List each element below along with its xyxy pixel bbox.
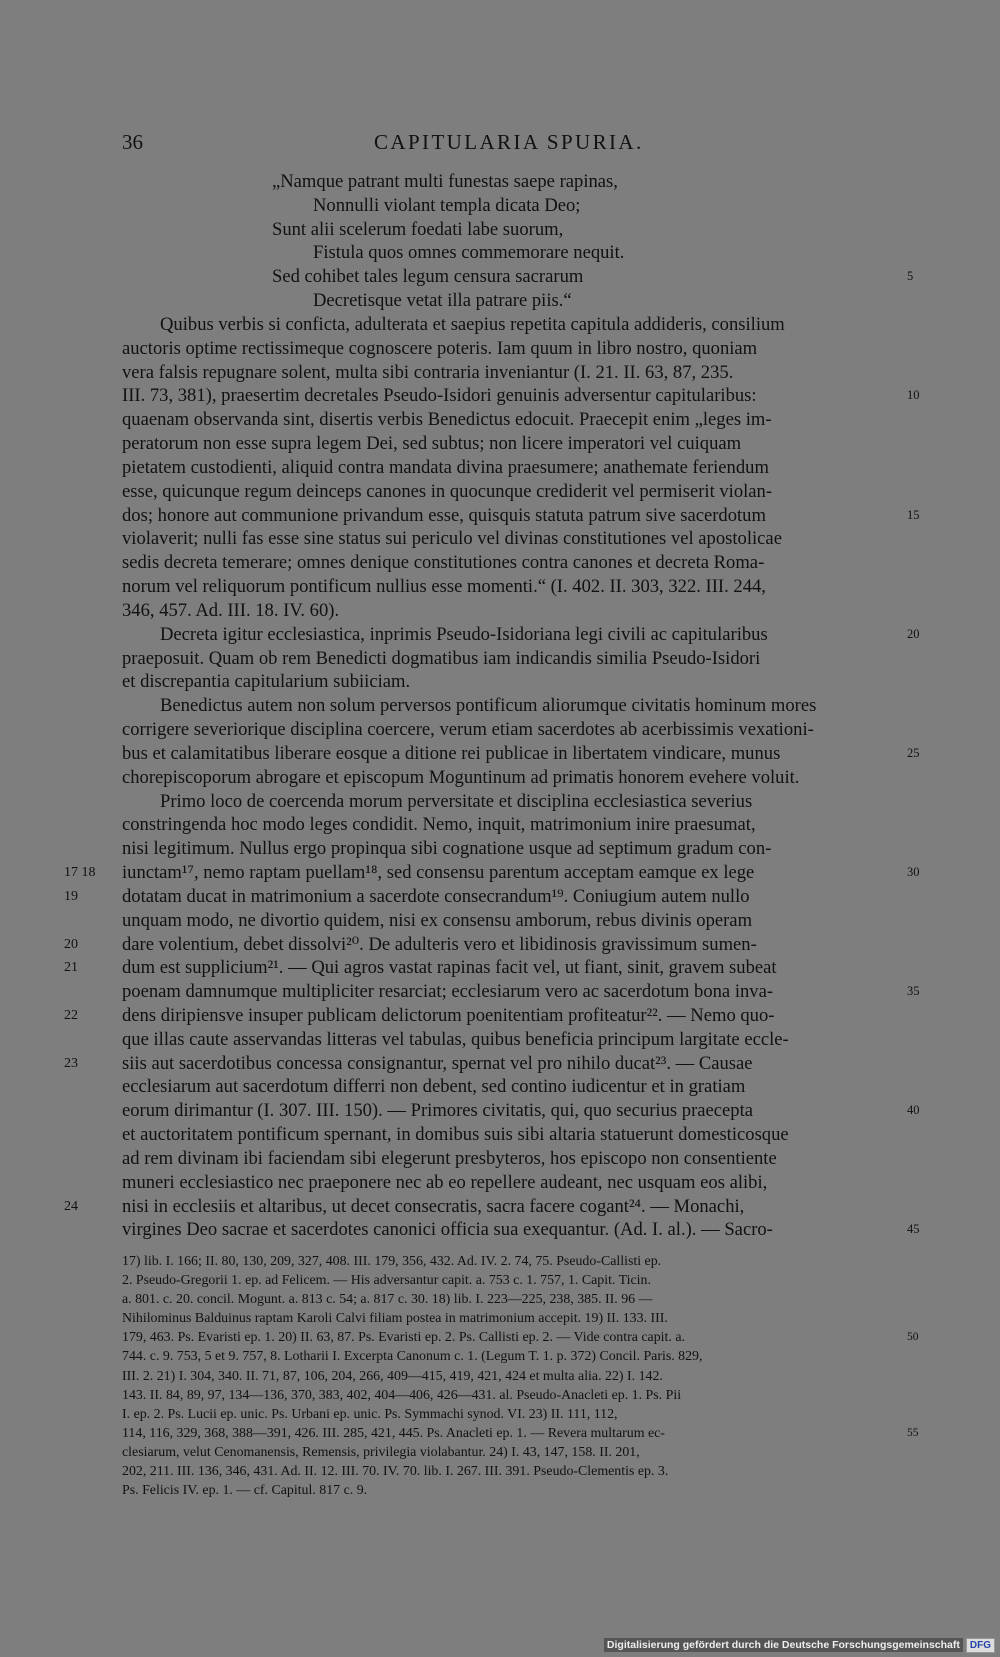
text-line [122, 837, 912, 861]
text-line [122, 1171, 912, 1195]
line-text: pietatem custodienti, aliquid contra mandata divina praesumere; anathemate feriendum [122, 456, 769, 478]
text-line [122, 909, 912, 933]
text-line [122, 265, 912, 289]
line-text: 114, 116, 329, 368, 388—391, 426. III. 285, 421, 445. Ps. Anacleti ep. 1. — Revera multarum ec- [122, 1425, 665, 1441]
line-text: a. 801. c. 20. concil. Mogunt. a. 813 c. 54; a. 817 c. 30. 18) lib. I. 223—225, 238, 385. II. 96 — [122, 1292, 653, 1308]
footnote-line [122, 1252, 912, 1271]
line-text: Fistula quos omnes commemorare nequit. [313, 242, 625, 264]
text-line [122, 289, 912, 313]
text-line [122, 1123, 912, 1147]
footnote-line [122, 1386, 912, 1405]
text-line [122, 170, 912, 194]
text-line [122, 432, 912, 456]
line-text: poenam damnumque multipliciter resarciat; ecclesiarum vero ac sacerdotum bona inva- [122, 981, 774, 1003]
line-text: Sed cohibet tales legum censura sacrarum [272, 266, 584, 288]
footnote-line [122, 1347, 912, 1366]
text-line [122, 790, 912, 814]
text-line [122, 241, 912, 265]
text-line [122, 647, 912, 671]
line-text: Decreta igitur ecclesiastica, inprimis Pseudo-Isidoriana legi civili ac capitularibus [160, 623, 768, 645]
line-text: esse, quicunque regum deinceps canones in quocunque crediderit vel permiserit violan- [122, 480, 773, 502]
line-text: III. 2. 21) I. 304, 340. II. 71, 87, 106, 204, 266, 409—415, 419, 421, 424 et multa alia. 22) I. 142. [122, 1368, 663, 1384]
line-text: dum est supplicium²¹. — Qui agros vastat rapinas facit vel, ut fiant, sinit, gravem subeat [122, 957, 777, 979]
left-margin-note: 17 18 [64, 865, 96, 881]
funding-notice: Digitalisierung gefördert durch die Deutsche Forschungsgemeinschaft [604, 1638, 963, 1652]
line-number: 5 [907, 269, 914, 284]
line-text: ecclesiarum aut sacerdotum differri non debent, sed contino iudicentur et in gratiam [122, 1076, 746, 1098]
line-number: 20 [907, 626, 920, 641]
footnote-line [122, 1309, 912, 1328]
running-header [122, 130, 922, 156]
main-text [64, 170, 920, 1242]
line-text: eorum dirimantur (I. 307. III. 150). — Primores civitatis, qui, quo securius praecepta [122, 1100, 753, 1122]
line-text: praeposuit. Quam ob rem Benedicti dogmatibus iam indicandis similia Pseudo-Isidori [122, 647, 761, 669]
text-line [122, 742, 920, 766]
text-line [122, 1147, 912, 1171]
text-line [122, 337, 912, 361]
text-line [122, 766, 912, 790]
text-line [122, 480, 912, 504]
dfg-logo-icon: DFG [966, 1638, 995, 1653]
text-line [122, 694, 912, 718]
line-text: III. 73, 381), praesertim decretales Pseudo-Isidori genuinis adversentur capitularibus: [122, 385, 757, 407]
text-line [64, 1052, 912, 1076]
line-text: muneri ecclesiastico nec praeponere nec ab eo repellere audeant, nec usquam eos alibi, [122, 1171, 768, 1193]
line-text: chorepiscoporum abrogare et episcopum Moguntinum ad primatis honorem evehere voluit. [122, 766, 800, 788]
text-line [122, 313, 912, 337]
text-line [64, 933, 912, 957]
line-number: 40 [907, 1103, 920, 1118]
line-text: norum vel reliquorum pontificum nullius esse momenti.“ (I. 402. II. 303, 322. III. 244, [122, 576, 766, 598]
line-text: I. ep. 2. Ps. Lucii ep. unic. Ps. Urbani ep. unic. Ps. Symmachi synod. VI. 23) II. 111, 112, [122, 1406, 618, 1422]
line-text: siis aut sacerdotibus concessa consignantur, spernat vel pro nihilo ducat²³. — Causae [122, 1052, 753, 1074]
page-number: 36 [122, 130, 143, 154]
line-text: bus et calamitatibus liberare eosque a ditione rei publicae in libertatem vindicare, munus [122, 742, 781, 764]
line-number: 25 [907, 745, 920, 760]
line-text: dos; honore aut communione privandum esse, quisquis statuta patrum sive sacerdotum [122, 504, 766, 526]
text-line [64, 1195, 912, 1219]
text-line [122, 527, 912, 551]
line-number: 45 [907, 1222, 920, 1237]
line-text: quaenam observanda sint, disertis verbis Benedictus edocuit. Praecepit enim „leges im- [122, 409, 772, 431]
left-margin-note: 24 [64, 1198, 78, 1214]
text-line [122, 361, 912, 385]
left-margin-note: 21 [64, 960, 78, 976]
footnote-line [122, 1405, 912, 1424]
text-line [122, 599, 912, 623]
text-line [122, 1218, 920, 1242]
line-text: 143. II. 84, 89, 97, 134—136, 370, 383, 402, 404—406, 426—431. al. Pseudo-Anacleti ep. 1. Ps. Pii [122, 1387, 682, 1403]
text-line [122, 575, 912, 599]
text-line [122, 384, 920, 408]
text-line [122, 504, 920, 528]
text-line [122, 1075, 912, 1099]
line-text: peratorum non esse supra legem Dei, sed subtus; non licere imperatori vel cuiquam [122, 433, 742, 455]
line-text: Ps. Felicis IV. ep. 1. — cf. Capitul. 817 c. 9. [122, 1483, 368, 1499]
left-margin-note: 20 [64, 936, 78, 952]
line-number: 55 [907, 1426, 919, 1439]
line-text: auctoris optime rectissimeque cognoscere poteris. Iam quum in libro nostro, quoniam [122, 337, 758, 359]
line-text: dare volentium, debet dissolvi²⁰. De adulteris vero et libidinosis gravissimum sumen- [122, 933, 757, 955]
text-line [64, 1004, 912, 1028]
footnote-line [122, 1290, 912, 1309]
text-line [122, 980, 920, 1004]
text-line [122, 1099, 920, 1123]
line-text: 179, 463. Ps. Evaristi ep. 1. 20) II. 63, 87. Ps. Evaristi ep. 2. Ps. Callisti ep. 2. — Vide contra capit. a. [122, 1330, 685, 1346]
line-text: „Namque patrant multi funestas saepe rapinas, [272, 171, 618, 192]
line-text: nisi in ecclesiis et altaribus, ut decet consecratis, sacra facere cogant²⁴. — Monachi, [122, 1195, 745, 1217]
line-text: Quibus verbis si conficta, adulterata et saepius repetita capitula addideris, consilium [160, 313, 785, 335]
running-title: CAPITULARIA SPURIA. [374, 130, 644, 154]
text-line [64, 956, 912, 980]
text-line [122, 218, 912, 242]
text-line [122, 456, 912, 480]
footnote-line [122, 1271, 912, 1290]
line-text: Primo loco de coercenda morum perversitate et disciplina ecclesiastica severius [160, 790, 753, 812]
text-line [122, 623, 920, 647]
line-text: 17) lib. I. 166; II. 80, 130, 209, 327, 408. III. 179, 356, 432. Ad. IV. 2. 74, 75. Pseudo-Callisti ep. [122, 1254, 662, 1269]
line-text: Benedictus autem non solum perversos pontificum aliorumque civitatis hominum mores [160, 695, 817, 717]
footnote-line [122, 1328, 919, 1347]
text-line [122, 670, 912, 694]
text-line [122, 813, 912, 837]
line-number: 10 [907, 388, 920, 403]
line-text: iunctam¹⁷, nemo raptam puellam¹⁸, sed consensu parentum acceptam eamque ex lege [122, 862, 755, 884]
line-text: et discrepantia capitularium subiiciam. [122, 671, 411, 693]
line-text: 346, 457. Ad. III. 18. IV. 60). [122, 599, 340, 621]
line-number: 50 [907, 1331, 919, 1344]
line-text: 202, 211. III. 136, 346, 431. Ad. II. 12. III. 70. IV. 70. lib. I. 267. III. 391. Pseudo-Clementis ep. 3. [122, 1464, 669, 1480]
line-text: Decretisque vetat illa patrare piis.“ [313, 290, 572, 312]
line-text: nisi legitimum. Nullus ergo propinqua sibi cognatione usque ad septimum gradum con- [122, 838, 772, 860]
digitization-footer [604, 1636, 995, 1654]
footnote-line [122, 1424, 919, 1443]
left-margin-note: 19 [64, 888, 78, 904]
text-line [64, 885, 912, 909]
line-text: Nihilominus Balduinus raptam Karoli Calvi filiam postea in matrimonium accepit. 19) II. 133. III. [122, 1311, 668, 1327]
line-text: vera falsis repugnare solent, multa sibi contraria inveniantur (I. 21. II. 63, 87, 235. [122, 361, 734, 383]
text-line [122, 551, 912, 575]
line-number: 35 [907, 984, 920, 999]
line-text: que illas caute asservandas litteras vel tabulas, quibus beneficia principum largitate eccle- [122, 1028, 789, 1050]
footnote-line [122, 1462, 912, 1481]
line-text: dotatam ducat in matrimonium a sacerdote consecrandum¹⁹. Coniugium autem nullo [122, 885, 750, 907]
line-text: 744. c. 9. 753, 5 et 9. 757, 8. Lotharii I. Excerpta Canonum c. 1. (Legum T. 1. p. 372) Concil. Paris. 829, [122, 1349, 703, 1365]
line-text: virgines Deo sacrae et sacerdotes canonici officia sua exequantur. (Ad. I. al.). — Sacro- [122, 1219, 773, 1241]
text-line [122, 194, 912, 218]
line-number: 15 [907, 507, 920, 522]
line-text: unquam modo, ne divortio quidem, nisi ex consensu amborum, rebus divinis operam [122, 909, 753, 931]
line-number: 30 [907, 865, 920, 880]
footnote-line [122, 1443, 912, 1462]
footnotes [122, 1252, 919, 1500]
left-margin-note: 22 [64, 1007, 78, 1023]
text-line [64, 861, 920, 885]
line-text: constringenda hoc modo leges condidit. Nemo, inquit, matrimonium inire praesumat, [122, 814, 756, 836]
line-text: dens diripiensve insuper publicam delictorum poenitentiam profiteatur²². — Nemo quo- [122, 1004, 775, 1026]
line-text: 2. Pseudo-Gregorii 1. ep. ad Felicem. — His adversantur capit. a. 753 c. 1. 757, 1. Capit. Ticin. [122, 1273, 651, 1289]
footnote-line [122, 1481, 912, 1500]
line-text: clesiarum, velut Cenomanensis, Remensis, privilegia violabantur. 24) I. 43, 147, 158. II. 201, [122, 1444, 640, 1460]
line-text: ad rem divinam ibi faciendam sibi elegerunt presbyteros, hos episcopo non consentiente [122, 1147, 777, 1169]
text-line [122, 718, 912, 742]
line-text: et auctoritatem pontificum spernant, in domibus suis sibi altaria statuerunt domesticosque [122, 1124, 789, 1146]
left-margin-note: 23 [64, 1055, 78, 1071]
text-line [122, 408, 912, 432]
line-text: sedis decreta temerare; omnes denique constitutiones contra canones et decreta Roma- [122, 552, 765, 574]
line-text: Nonnulli violant templa dicata Deo; [313, 194, 581, 216]
line-text: Sunt alii scelerum foedati labe suorum, [272, 218, 564, 240]
footnote-line [122, 1367, 912, 1386]
line-text: violaverit; nulli fas esse sine status sui periculo vel divinas constitutiones vel apostolicae [122, 528, 782, 550]
text-line [122, 1028, 912, 1052]
line-text: corrigere severiorique disciplina coercere, verum etiam sacerdotes ab acerbissimis vexationi- [122, 719, 814, 741]
